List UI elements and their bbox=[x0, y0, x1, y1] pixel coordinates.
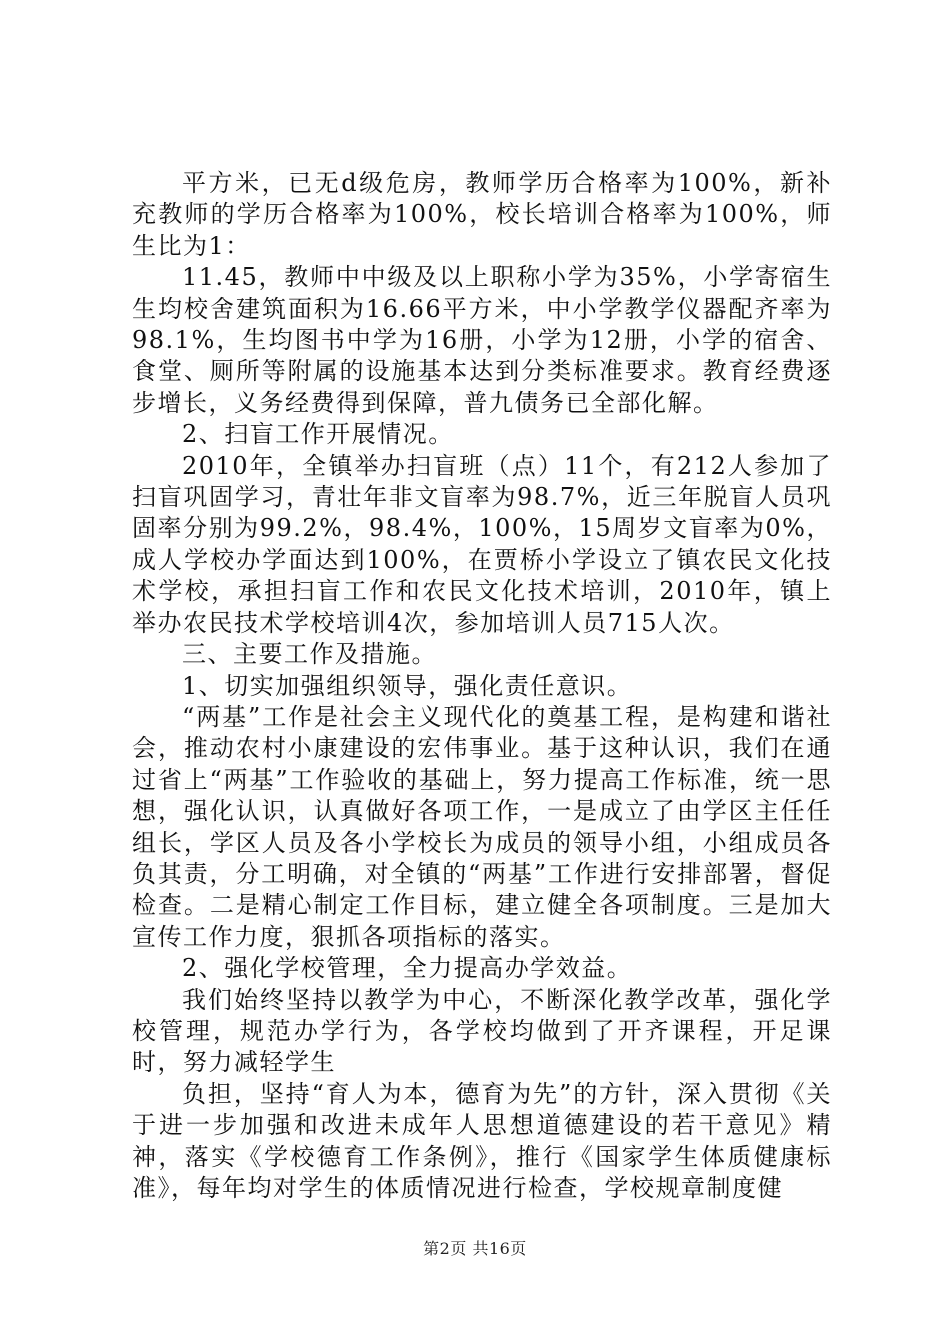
paragraph: 11.45，教师中中级及以上职称小学为35%，小学寄宿生生均校舍建筑面积为16.66平方米，中小学教学仪器配齐率为98.1%，生均图书中学为16册，小学为12册，小学的宿舍、食堂、厕所等附属的设施基本达到分类标准要求。教育经费逐步增长，义务经费得到保障，普九债务已全部化解。 bbox=[132, 263, 832, 417]
paragraph: 2010年，全镇举办扫盲班（点）11个，有212人参加了扫盲巩固学习，青壮年非文盲率为98.7%，近三年脱盲人员巩固率分别为99.2%，98.4%，100%，15周岁文盲率为0%，成人学校办学面达到100%，在贾桥小学设立了镇农民文化技术学校，承担扫盲工作和农民文化技术培训，2010年，镇上举办农民技术学校培训4次，参加培训人员715人次。 bbox=[132, 451, 832, 637]
section-heading: 三、主要工作及措施。 bbox=[182, 640, 437, 669]
paragraph: “两基”工作是社会主义现代化的奠基工程，是构建和谐社会，推动农村小康建设的宏伟事业。基于这种认识，我们在通过省上“两基”工作验收的基础上，努力提高工作标准，统一思想，强化认识，认真做好各项工作，一是成立了由学区主任任组长，学区人员及各小学校长为成员的领导小组，小组成员各负其责，分工明确，对全镇的“两基”工作进行安排部署，督促检查。二是精心制定工作目标，建立健全各项制度。三是加大宣传工作力度，狠抓各项指标的落实。 bbox=[132, 702, 832, 951]
paragraph: 负担，坚持“育人为本，德育为先”的方针，深入贯彻《关于进一步加强和改进未成年人思想道德建设的若干意见》精神，落实《学校德育工作条例》，推行《国家学生体质健康标准》，每年均对学生的体质情况进行检查，学校规章制度健 bbox=[132, 1079, 832, 1202]
paragraph: 我们始终坚持以教学为中心，不断深化教学改革，强化学校管理，规范办学行为，各学校均做到了开齐课程，开足课时，努力减轻学生 bbox=[132, 985, 832, 1077]
section-heading: 2、强化学校管理，全力提高办学效益。 bbox=[182, 954, 633, 983]
section-heading: 1、切实加强组织领导，强化责任意识。 bbox=[182, 671, 633, 700]
page-number-footer: 第2页 共16页 bbox=[423, 1239, 527, 1258]
paragraph: 平方米，已无d级危房，教师学历合格率为100%，新补充教师的学历合格率为100%，校长培训合格率为100%，师生比为1： bbox=[132, 169, 832, 260]
document-body bbox=[132, 168, 832, 1204]
section-heading: 2、扫盲工作开展情况。 bbox=[182, 420, 454, 449]
